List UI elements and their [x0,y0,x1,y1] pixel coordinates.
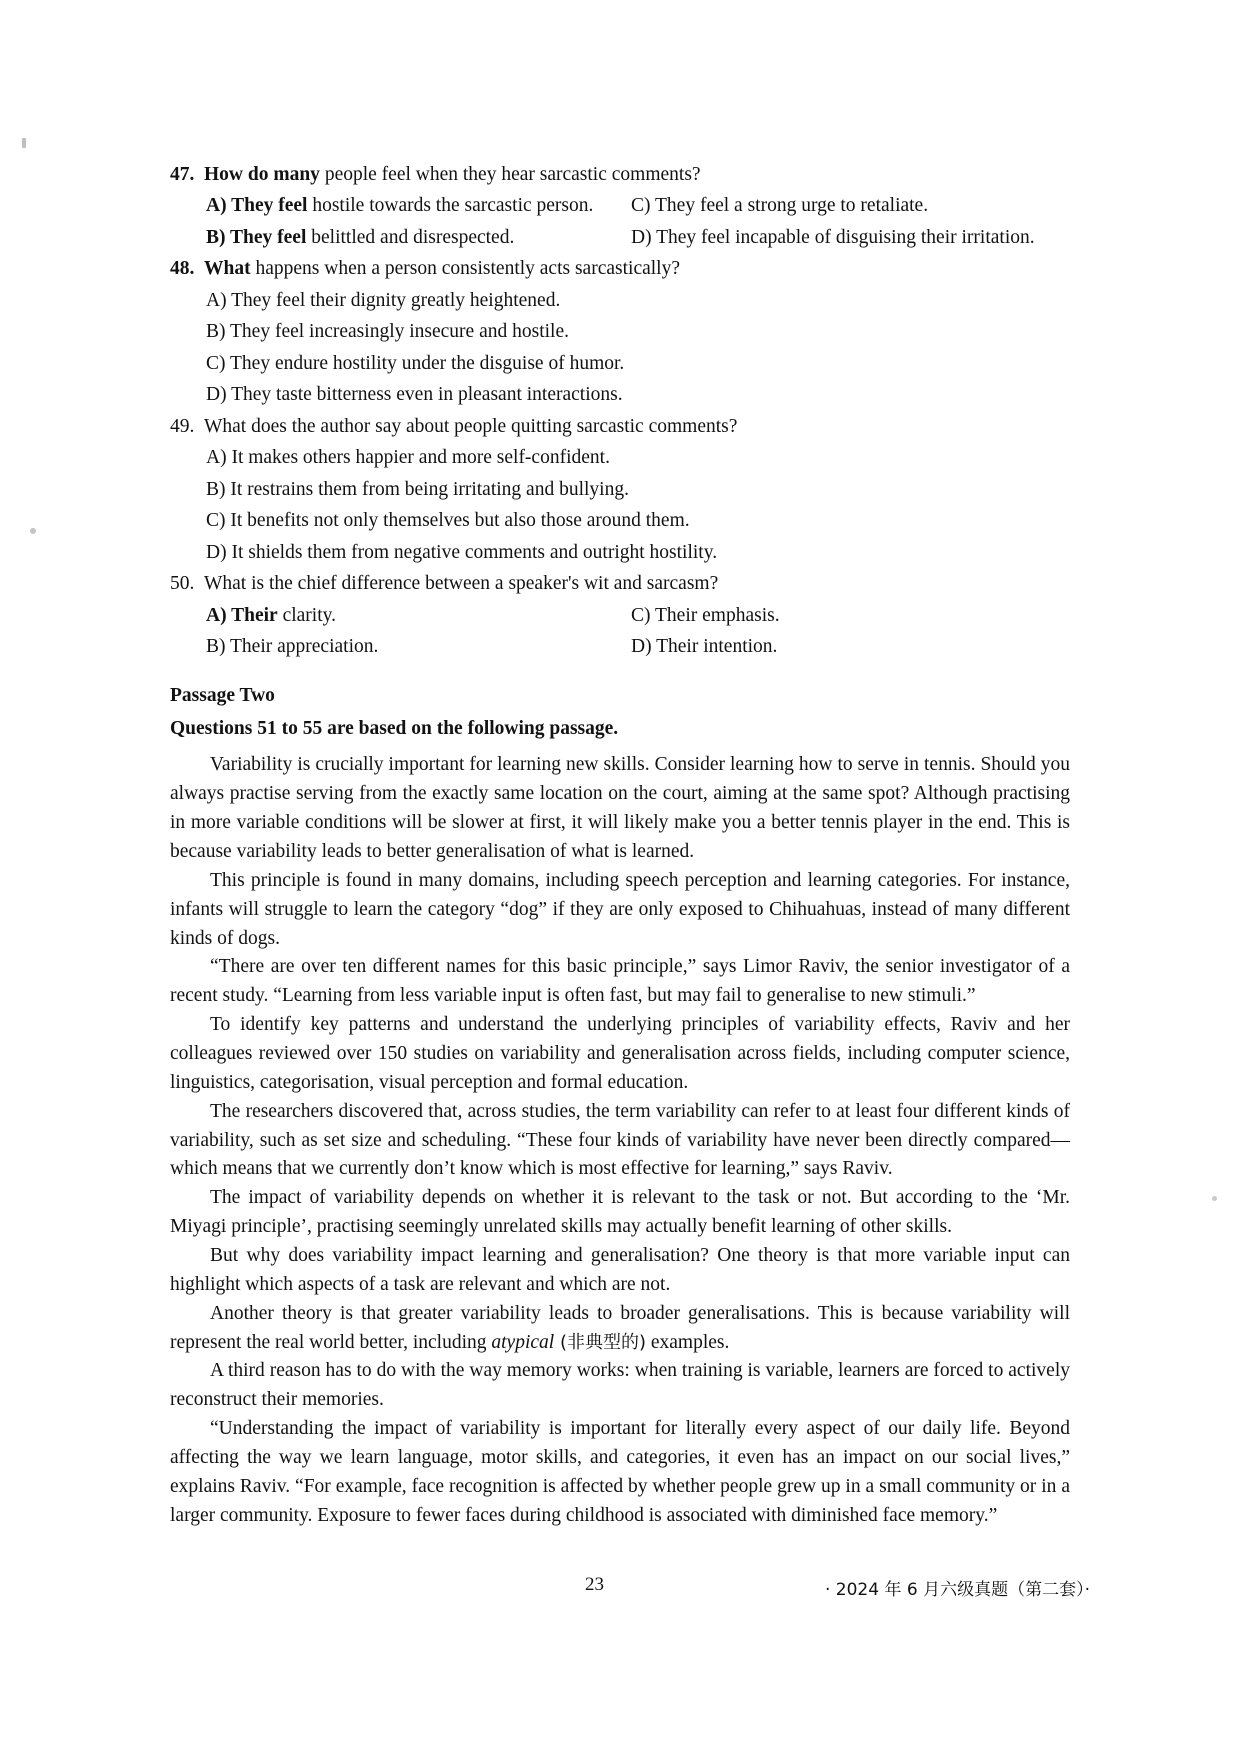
question-50-option-a-rest: clarity. [277,604,336,626]
question-49-option-d[interactable]: D) It shields them from negative comments and outright hostility. [206,541,718,563]
question-49-option-row-b [206,480,1070,500]
question-49-option-row-c [206,511,1070,531]
question-48-option-b[interactable]: B) They feel increasingly insecure and hostile. [206,321,569,343]
question-47-option-a[interactable] [206,196,631,216]
question-48-stem-line [170,259,1070,279]
passage-paragraph-9: A third reason has to do with the way memory works: when training is variable, learners are forced to actively reconstruct their memories. [170,1360,1070,1411]
question-49-option-c[interactable]: C) It benefits not only themselves but also those around them. [206,510,690,532]
question-48-stem-bold: What [204,258,251,280]
question-50-option-a[interactable] [206,606,631,626]
question-49 [170,417,1070,563]
page-number: 23 [585,1574,604,1595]
question-47-stem [204,165,1070,185]
question-47-number: 47. [170,164,195,185]
paragraph-8-before: Another theory is that greater variability leads to broader generalisations. This is because variability will represent the real world better, including [170,1302,1070,1353]
page-footer [170,1574,1090,1604]
question-48 [170,259,1070,405]
question-47-option-a-bold: A) They feel [206,195,308,217]
question-49-option-row-a [206,448,1070,468]
passage-instruction: Questions 51 to 55 are based on the following passage. [170,717,619,739]
question-49-option-row-d [206,543,1070,563]
paragraph-8-cjk-gloss: (非典型的) [554,1331,646,1353]
question-50-option-d[interactable]: D) Their intention. [631,636,778,658]
question-47-options [206,196,1070,248]
question-48-option-c[interactable]: C) They endure hostility under the disguise of humor. [206,352,625,374]
question-48-option-a[interactable]: A) They feel their dignity greatly heightened. [206,289,561,311]
question-48-options [206,291,1070,406]
paragraph-8-after: examples. [646,1331,730,1353]
question-50-option-a-bold: A) Their [206,604,278,626]
question-49-options [206,448,1070,563]
question-48-option-row-b [206,322,1070,342]
question-47-option-a-rest: hostile towards the sarcastic person. [307,195,594,217]
question-49-number: 49. [170,415,195,437]
footer-exam-note: · 2024 年 6 月六级真题（第二套）· [824,1580,1090,1600]
question-49-stem: What does the author say about people quitting sarcastic comments? [204,415,738,437]
question-47-stem-bold: How do many [204,164,320,185]
passage-title: Passage Two [170,684,275,706]
passage-paragraph-3: “There are over ten different names for this basic principle,” says Limor Raviv, the senior investigator of a recent study. “Learning from less variable input is often fast, but may fail to generalise to new stimuli.” [170,956,1070,1007]
question-47-option-row-bd [206,228,1070,248]
page-content [170,165,1070,1531]
passage-paragraph-5: The researchers discovered that, across studies, the term variability can refer to at least four different kinds of variability, such as set size and scheduling. “These four kinds of variability have never been directly compared—which means that we currently don’t know which is most effective for learning,” says Raviv. [170,1100,1070,1180]
scan-artifact-mark [1212,1196,1217,1201]
question-50-option-row-bd [206,637,1070,657]
question-48-stem-rest: happens when a person consistently acts sarcastically? [250,258,680,280]
question-48-number: 48. [170,258,195,280]
passage-paragraph-8 [170,1300,1070,1358]
question-50-options [206,606,1070,658]
passage-paragraph-1: Variability is crucially important for learning new skills. Consider learning how to serve in tennis. Should you always practise serving from the exactly same location on the court, aiming at the same spot? Although practising in more variable conditions will be slower at first, it will likely make you a better tennis player in the end. This is because variability leads to better generalisation of what is learned. [170,754,1070,863]
question-48-option-d[interactable]: D) They taste bitterness even in pleasant interactions. [206,384,623,406]
question-47-stem-rest: people feel when they hear sarcastic comments? [319,164,701,185]
question-47-option-row-ac [206,196,1070,216]
question-47-option-b[interactable] [206,228,631,248]
question-49-stem-line [170,417,1070,437]
question-50-number: 50. [170,573,195,595]
scan-artifact-mark [30,528,36,534]
question-49-option-a[interactable]: A) It makes others happier and more self-confident. [206,447,610,469]
passage-paragraph-7: But why does variability impact learning and generalisation? One theory is that more variable input can highlight which aspects of a task are relevant and which are not. [170,1245,1070,1295]
passage-paragraph-2: This principle is found in many domains, including speech perception and learning categories. For instance, infants will struggle to learn the category “dog” if they are only exposed to Chihuahuas, instead of many different kinds of dogs. [170,869,1070,949]
question-47-option-b-rest: belittled and disrespected. [306,226,515,248]
question-50-stem: What is the chief difference between a speaker's wit and sarcasm? [204,573,719,595]
question-48-option-row-d [206,385,1070,405]
question-48-option-row-c [206,354,1070,374]
paragraph-8-italic-term: atypical [491,1331,555,1353]
question-49-option-b[interactable]: B) It restrains them from being irritating and bullying. [206,478,629,500]
scan-artifact-mark [22,138,26,148]
passage-paragraph-6: The impact of variability depends on whether it is relevant to the task or not. But according to the ‘Mr. Miyagi principle’, practising seemingly unrelated skills may actually benefit learning of other skills. [170,1187,1070,1238]
passage-paragraph-4: To identify key patterns and understand the underlying principles of variability effects, Raviv and her colleagues reviewed over 150 studies on variability and generalisation across fields, including computer science, linguistics, categorisation, visual perception and formal education. [170,1014,1070,1093]
question-48-option-row-a [206,291,1070,311]
question-50-option-row-ac [206,606,1070,626]
question-50 [170,574,1070,657]
question-50-option-b[interactable]: B) Their appreciation. [206,636,379,658]
question-50-stem-line [170,574,1070,594]
passage-paragraph-10: “Understanding the impact of variability is important for literally every aspect of our daily life. Beyond affecting the way we learn language, motor skills, and categories, it even has an impact on our social lives,” explains Raviv. “For example, face recognition is affected by whether people grew up in a small community or in a larger community. Exposure to fewer faces during childhood is associated with diminished face memory.” [170,1418,1070,1526]
question-47-option-c[interactable]: C) They feel a strong urge to retaliate. [631,195,929,217]
question-47-stem-line [170,165,1070,185]
question-48-stem [204,259,1070,279]
question-50-option-c[interactable]: C) Their emphasis. [631,604,780,626]
question-47-option-b-bold: B) They feel [206,226,307,248]
question-47-option-d[interactable]: D) They feel incapable of disguising their irritation. [631,226,1035,248]
question-47 [170,165,1070,248]
